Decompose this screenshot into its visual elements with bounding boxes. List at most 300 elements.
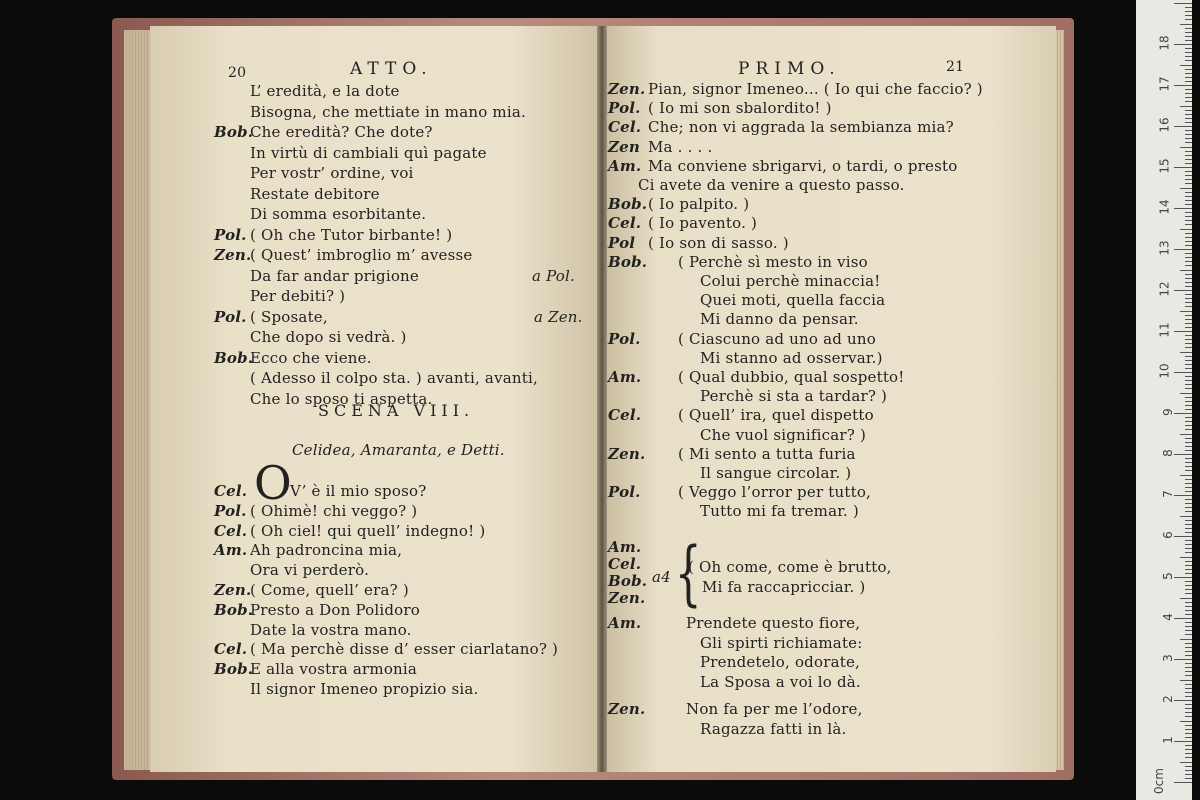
verse-line: ( Oh ciel! qui quell’ indegno! ) (250, 521, 486, 540)
ruler-tick (1185, 397, 1192, 398)
ruler-tick (1185, 339, 1192, 340)
verse-line: V’ è il mio sposo? (290, 482, 427, 500)
ruler-tick (1174, 741, 1192, 742)
verse-line: Ma conviene sbrigarvi, o tardi, o presto (648, 156, 958, 175)
ruler-tick (1185, 483, 1192, 484)
speaker-label: Zen (608, 137, 640, 156)
ruler-tick (1185, 446, 1192, 447)
verse-line: Il signor Imeneo propizio sia. (250, 680, 479, 698)
verse-line: ( Come, quell’ era? ) (250, 581, 409, 599)
verse-line: Che eredità? Che dote? (250, 123, 433, 141)
ruler-number: 14 (1157, 199, 1172, 215)
ruler-tick (1185, 532, 1192, 533)
ruler-tick (1185, 40, 1192, 41)
ruler-tick (1180, 147, 1192, 148)
ruler-tick (1180, 762, 1192, 763)
speaker-label: Cel. (214, 640, 248, 659)
ruler-tick (1185, 376, 1192, 377)
verse-line: Gli spirti richiamate: (700, 633, 863, 652)
ruler-tick (1185, 159, 1192, 160)
ruler-tick (1185, 36, 1192, 37)
speaker-label: Pol. (214, 225, 247, 244)
ruler-tick (1174, 208, 1192, 209)
ruler-tick (1185, 56, 1192, 57)
verse-line: ( Ciascuno ad uno ad uno (678, 329, 876, 348)
ruler-tick (1174, 454, 1192, 455)
ruler-tick (1185, 368, 1192, 369)
ruler-tick (1174, 126, 1192, 127)
ruler-tick (1185, 286, 1192, 287)
ruler-tick (1185, 224, 1192, 225)
ruler-tick (1185, 602, 1192, 603)
ruler-tick (1185, 417, 1192, 418)
ruler-tick (1185, 524, 1192, 525)
ruler-tick (1185, 499, 1192, 500)
ruler-tick (1185, 360, 1192, 361)
ruler-tick (1185, 220, 1192, 221)
ruler-tick (1185, 327, 1192, 328)
verse-line: L’ eredità, e la dote (250, 82, 400, 100)
ruler-tick (1180, 352, 1192, 353)
ruler-number: 5 (1161, 572, 1176, 580)
ruler-tick (1185, 179, 1192, 180)
scene-persons: Celidea, Amaranta, e Detti. (292, 441, 505, 459)
ruler-number: 9 (1161, 408, 1176, 416)
ruler-tick (1185, 81, 1192, 82)
ruler-number: 6 (1161, 531, 1176, 539)
ruler-tick (1185, 216, 1192, 217)
ruler-tick (1185, 97, 1192, 98)
verse-line: Che dopo si vedrà. ) (250, 328, 407, 346)
verse-line: Ora vi perderò. (250, 561, 370, 580)
ruler-tick (1185, 384, 1192, 385)
ruler-number: 12 (1157, 281, 1172, 297)
ruler-tick (1185, 757, 1192, 758)
ruler-tick (1185, 405, 1192, 406)
ruler-tick (1174, 372, 1192, 373)
verse-line: Che lo sposo ti aspetta. (250, 389, 433, 408)
ruler-tick (1185, 708, 1192, 709)
ruler-tick (1185, 565, 1192, 566)
ruler-tick (1185, 265, 1192, 266)
drop-cap: O (254, 456, 292, 510)
ruler-tick (1185, 11, 1192, 12)
ruler-number: 4 (1161, 613, 1176, 621)
speaker-label: Cel. (608, 555, 642, 573)
scene-title: SCENA VIII. (318, 401, 475, 420)
ruler-tick (1185, 770, 1192, 771)
verse-line: E alla vostra armonia (250, 660, 418, 679)
verse-line: Il sangue circolar. ) (700, 464, 852, 482)
ruler-number: 15 (1157, 158, 1172, 174)
ruler-tick (1185, 450, 1192, 451)
ruler-tick (1185, 294, 1192, 295)
verse-line: Tutto mi fa tremar. ) (700, 502, 859, 521)
ruler-tick (1174, 618, 1192, 619)
verse-line: ( Io palpito. ) (648, 195, 750, 214)
speaker-label: Pol. (214, 501, 247, 520)
ruler-tick (1185, 171, 1192, 172)
ruler-tick (1180, 229, 1192, 230)
ruler-tick (1185, 778, 1192, 779)
ruler-number: 16 (1157, 117, 1172, 133)
ruler-tick (1185, 183, 1192, 184)
verse-line: ( Perchè sì mesto in viso (678, 252, 868, 271)
ruler-tick (1185, 52, 1192, 53)
speaker-label: Cel. (214, 521, 248, 540)
ruler-tick (1185, 630, 1192, 631)
ruler-tick (1174, 782, 1192, 783)
ruler-tick (1180, 311, 1192, 312)
verse-line: ( Veggo l’orror per tutto, (678, 483, 872, 502)
verse-line: ( Quest’ imbroglio m’ avesse (250, 246, 473, 264)
ruler-tick (1185, 684, 1192, 685)
speaker-label: Cel. (608, 214, 642, 233)
verse-line: Mi fa raccapricciar. ) (702, 578, 866, 596)
ruler-tick (1185, 774, 1192, 775)
ruler-tick (1185, 626, 1192, 627)
verse-line: Che vuol significar? ) (700, 425, 866, 444)
verse-line: ( Qual dubbio, qual sospetto! (678, 368, 905, 386)
page-number: 20 (228, 65, 247, 81)
ruler-tick (1185, 306, 1192, 307)
book-gutter (597, 26, 607, 772)
ruler-tick (1185, 204, 1192, 205)
ruler-tick (1185, 282, 1192, 283)
ruler-tick (1185, 610, 1192, 611)
ruler-tick (1185, 716, 1192, 717)
speaker-label: Zen. (608, 80, 646, 98)
ruler-tick (1185, 155, 1192, 156)
ruler-tick (1185, 487, 1192, 488)
ruler-tick (1174, 85, 1192, 86)
ruler-number: 11 (1157, 322, 1172, 338)
ruler-tick (1185, 343, 1192, 344)
ruler-tick (1185, 688, 1192, 689)
verse-line: ( Io mi son sbalordito! ) (648, 99, 832, 118)
ruler-tick (1185, 175, 1192, 176)
ruler-tick (1185, 479, 1192, 480)
ruler-tick (1185, 511, 1192, 512)
stage-direction: a Zen. (534, 307, 583, 326)
ruler-tick (1174, 249, 1192, 250)
ruler-tick (1185, 192, 1192, 193)
ruler-tick (1185, 544, 1192, 545)
ruler-tick (1185, 593, 1192, 594)
brace-icon: { (674, 532, 702, 614)
ruler-number: 7 (1161, 490, 1176, 498)
verse-line: ( Sposate, (250, 307, 328, 326)
verse-line: Date la vostra mano. (250, 620, 412, 639)
ruler-tick (1185, 48, 1192, 49)
ruler-tick (1185, 101, 1192, 102)
ruler-tick (1185, 409, 1192, 410)
speaker-label: Cel. (608, 406, 642, 425)
verse-line: Ma . . . . (648, 137, 713, 156)
ruler-tick (1185, 655, 1192, 656)
verse-line: Prendete questo fiore, (686, 614, 861, 632)
ruler-number: 13 (1157, 240, 1172, 256)
verse-line: Mi stanno ad osservar.) (700, 348, 883, 367)
ruler-tick (1185, 704, 1192, 705)
ruler-tick (1185, 507, 1192, 508)
ruler-tick (1185, 725, 1192, 726)
ruler-tick (1185, 114, 1192, 115)
ruler-tick (1185, 233, 1192, 234)
speaker-label: Pol. (608, 329, 641, 348)
ruler-tick (1174, 577, 1192, 578)
ruler-tick (1185, 241, 1192, 242)
ruler-tick (1185, 245, 1192, 246)
ruler-tick (1185, 606, 1192, 607)
ruler-tick (1185, 118, 1192, 119)
verse-line: Quei moti, quella faccia (700, 291, 886, 310)
speaker-label: Cel. (608, 118, 642, 137)
ruler-tick (1185, 548, 1192, 549)
ruler-tick (1185, 60, 1192, 61)
ruler-tick (1185, 302, 1192, 303)
verse-line: Presto a Don Polidoro (250, 600, 421, 619)
verse-line: Bisogna, che mettiate in mano mia. (250, 102, 526, 121)
verse-line: Di somma esorbitante. (250, 205, 427, 223)
verse-line: Mi danno da pensar. (700, 310, 859, 329)
verse-line: Restate debitore (250, 184, 380, 203)
verse-line: ( Adesso il colpo sta. ) avanti, avanti, (250, 369, 538, 387)
verse-line: ( Mi sento a tutta furia (678, 444, 856, 463)
ruler-tick (1180, 598, 1192, 599)
ruler-tick (1185, 749, 1192, 750)
ruler-tick (1174, 495, 1192, 496)
ruler-tick (1180, 188, 1192, 189)
ruler-number: 10 (1157, 363, 1172, 379)
speaker-label: Zen. (608, 589, 646, 607)
verse-line: ( Quell’ ira, quel dispetto (678, 406, 874, 425)
verse-line: ( Ohimè! chi veggo? ) (250, 501, 418, 520)
speaker-label: Bob. (214, 123, 254, 141)
ruler-tick (1185, 667, 1192, 668)
ruler-tick (1185, 622, 1192, 623)
ruler-tick (1174, 167, 1192, 168)
ruler-tick (1185, 110, 1192, 111)
ruler-tick (1185, 675, 1192, 676)
ruler-tick (1185, 77, 1192, 78)
verse-line: Non fa per me l’odore, (686, 700, 863, 718)
ruler-tick (1185, 253, 1192, 254)
ruler-tick (1185, 503, 1192, 504)
ruler-tick (1185, 163, 1192, 164)
ruler-tick (1185, 520, 1192, 521)
ruler-tick (1185, 380, 1192, 381)
verse-line: ( Io pavento. ) (648, 214, 758, 233)
left-page (150, 26, 598, 772)
ruler-tick (1185, 93, 1192, 94)
ruler-number: 8 (1161, 449, 1176, 457)
ruler-tick (1185, 647, 1192, 648)
ruler-tick (1185, 745, 1192, 746)
ruler-tick (1185, 142, 1192, 143)
ruler-number: 18 (1157, 35, 1172, 51)
ruler-tick (1185, 540, 1192, 541)
ruler-tick (1185, 766, 1192, 767)
ruler-tick (1185, 589, 1192, 590)
verse-line: Ecco che viene. (250, 348, 372, 367)
ruler-tick (1185, 425, 1192, 426)
ruler-tick (1185, 196, 1192, 197)
ruler-tick (1185, 421, 1192, 422)
ruler-tick (1185, 581, 1192, 582)
speaker-label: Cel. (214, 482, 248, 500)
ruler-tick (1185, 491, 1192, 492)
ruler-tick (1185, 388, 1192, 389)
speaker-label: Bob. (608, 195, 648, 214)
ruler-tick (1185, 470, 1192, 471)
ruler-tick (1185, 442, 1192, 443)
ruler-number: 2 (1161, 695, 1176, 703)
page-number: 21 (946, 59, 965, 75)
ruler-tick (1185, 138, 1192, 139)
ruler-tick (1185, 528, 1192, 529)
running-header: ATTO. (350, 59, 433, 79)
speaker-label: Zen. (214, 246, 252, 264)
ruler-tick (1185, 28, 1192, 29)
verse-line: La Sposa a voi lo dà. (700, 672, 861, 691)
ruler-tick (1185, 458, 1192, 459)
ruler-tick (1185, 278, 1192, 279)
running-header: PRIMO. (738, 59, 841, 79)
verse-line: Che; non vi aggrada la sembianza mia? (648, 118, 954, 137)
ruler-tick (1185, 356, 1192, 357)
verse-line: Per vostr’ ordine, voi (250, 164, 414, 182)
ruler-tick (1174, 290, 1192, 291)
ruler-tick (1185, 663, 1192, 664)
speaker-label: Pol (608, 233, 636, 252)
ruler-tick (1185, 73, 1192, 74)
verse-line: Ci avete da venire a questo passo. (638, 176, 905, 194)
ruler-tick (1180, 270, 1192, 271)
speaker-label: Am. (608, 156, 642, 175)
speaker-label: Pol. (214, 307, 247, 326)
ruler-tick (1180, 516, 1192, 517)
ruler-number: 1 (1161, 736, 1176, 744)
speaker-label: Pol. (608, 483, 641, 502)
ruler-tick (1185, 212, 1192, 213)
ruler-tick (1185, 573, 1192, 574)
ruler-tick (1174, 413, 1192, 414)
ruler-tick (1185, 692, 1192, 693)
ruler-tick (1185, 614, 1192, 615)
ruler-tick (1185, 335, 1192, 336)
ruler-tick (1180, 24, 1192, 25)
ruler-tick (1185, 237, 1192, 238)
ruler-tick (1185, 561, 1192, 562)
ruler-tick (1185, 552, 1192, 553)
ruler-tick (1185, 712, 1192, 713)
ruler-tick (1174, 700, 1192, 701)
verse-line: ( Ma perchè disse d’ esser ciarlatano? ) (250, 640, 559, 659)
speaker-label: Am. (608, 614, 642, 632)
ruler-tick (1185, 130, 1192, 131)
verse-line: ( Oh come, come è brutto, (688, 558, 892, 576)
ruler-tick (1185, 364, 1192, 365)
measuring-ruler (1136, 0, 1192, 800)
ruler-tick (1185, 429, 1192, 430)
ensemble-mark: a4 (652, 568, 671, 586)
right-page (604, 26, 1056, 772)
ruler-tick (1185, 585, 1192, 586)
verse-line: In virtù di cambiali quì pagate (250, 143, 487, 162)
verse-line: Ah padroncina mia, (250, 541, 403, 560)
ruler-number: 17 (1157, 76, 1172, 92)
ruler-tick (1185, 261, 1192, 262)
ruler-tick (1185, 298, 1192, 299)
speaker-label: Am. (608, 368, 642, 386)
ruler-tick (1180, 106, 1192, 107)
verse-line: Per debiti? ) (250, 287, 346, 305)
verse-line: ( Io son di sasso. ) (648, 233, 789, 252)
ruler-tick (1180, 680, 1192, 681)
ruler-tick (1185, 462, 1192, 463)
ruler-tick (1180, 639, 1192, 640)
ruler-tick (1185, 134, 1192, 135)
ruler-number: 0cm (1152, 768, 1167, 794)
speaker-label: Bob. (608, 572, 648, 590)
ruler-tick (1180, 393, 1192, 394)
ruler-tick (1180, 721, 1192, 722)
ruler-tick (1185, 15, 1192, 16)
ruler-tick (1185, 19, 1192, 20)
verse-line: Da far andar prigione (250, 266, 419, 285)
ruler-tick (1185, 89, 1192, 90)
ruler-tick (1185, 274, 1192, 275)
ruler-tick (1185, 466, 1192, 467)
ruler-tick (1185, 323, 1192, 324)
ruler-tick (1174, 659, 1192, 660)
ruler-tick (1185, 315, 1192, 316)
ruler-tick (1185, 643, 1192, 644)
verse-line: Perchè si sta a tardar? ) (700, 387, 888, 406)
ruler-tick (1180, 475, 1192, 476)
ruler-number: 3 (1161, 654, 1176, 662)
ruler-tick (1185, 438, 1192, 439)
speaker-label: Bob. (214, 600, 254, 619)
speaker-label: Zen. (608, 444, 646, 463)
verse-line: Colui perchè minaccia! (700, 272, 881, 290)
ruler-tick (1185, 122, 1192, 123)
ruler-tick (1180, 434, 1192, 435)
stage-direction: a Pol. (532, 266, 575, 285)
ruler-tick (1185, 200, 1192, 201)
ruler-tick (1185, 671, 1192, 672)
speaker-label: Bob. (608, 252, 648, 271)
ruler-tick (1185, 7, 1192, 8)
verse-line: Ragazza fatti in là. (700, 719, 847, 738)
speaker-label: Pol. (608, 99, 641, 118)
speaker-label: Bob. (214, 660, 254, 679)
ruler-tick (1185, 651, 1192, 652)
speaker-label: Am. (214, 541, 248, 560)
ruler-tick (1174, 536, 1192, 537)
speaker-label: Am. (608, 538, 642, 556)
ruler-tick (1174, 44, 1192, 45)
ruler-tick (1185, 319, 1192, 320)
speaker-label: Zen. (608, 700, 646, 718)
ruler-tick (1174, 331, 1192, 332)
ruler-tick (1185, 634, 1192, 635)
ruler-tick (1185, 69, 1192, 70)
verse-line: Prendetelo, odorate, (700, 653, 860, 671)
ruler-tick (1185, 32, 1192, 33)
ruler-tick (1180, 65, 1192, 66)
